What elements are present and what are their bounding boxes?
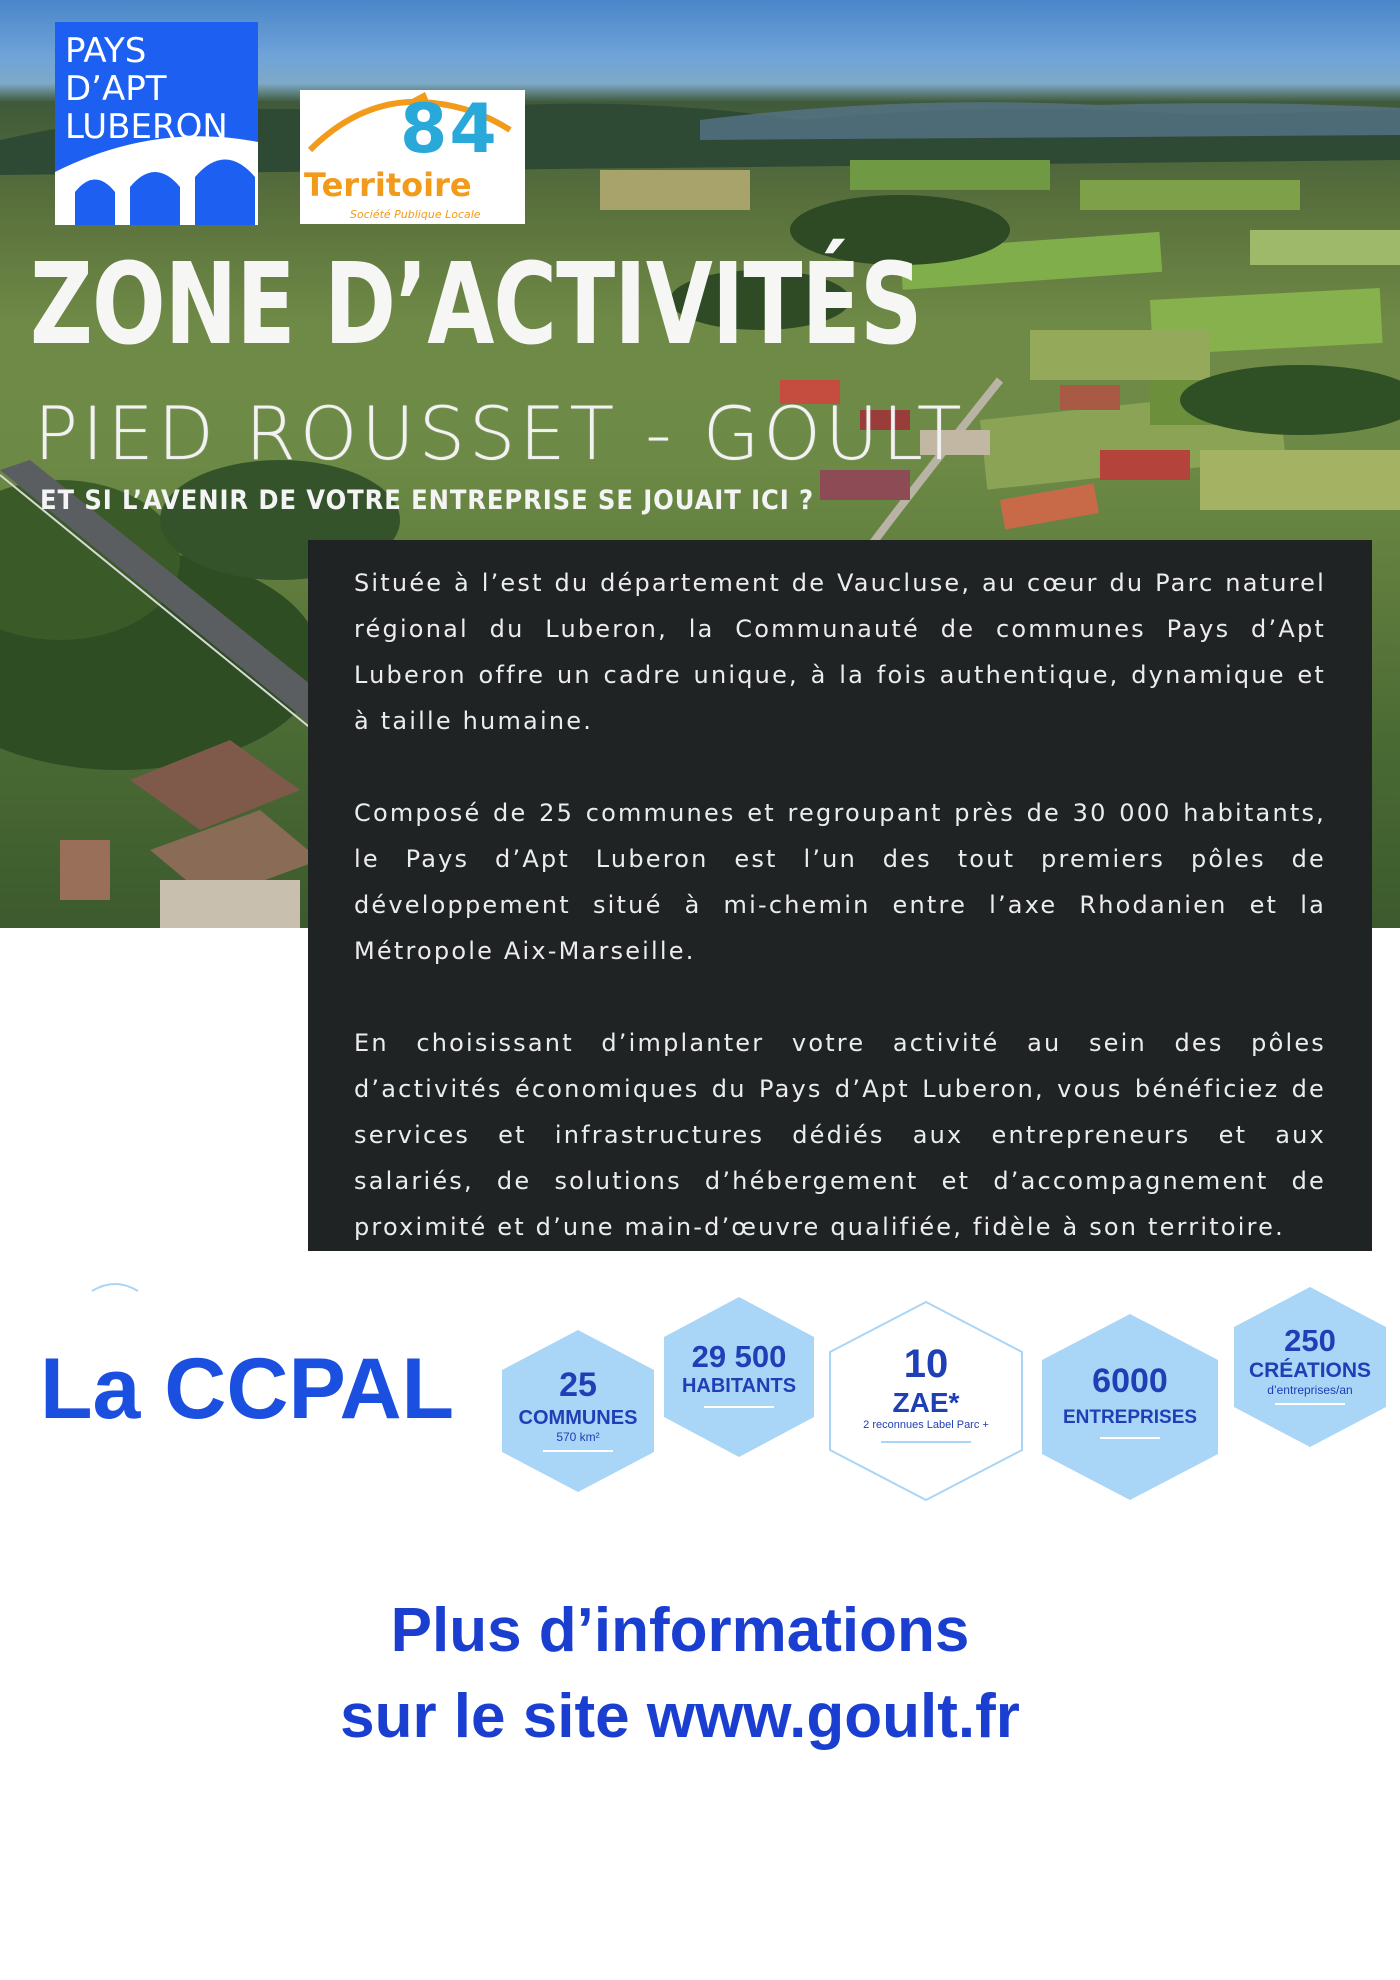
stat-divider <box>1275 1403 1345 1405</box>
stat-value: 25 <box>559 1366 597 1404</box>
stat-divider <box>1100 1437 1160 1439</box>
stat-hexagon-creations <box>1232 1285 1388 1449</box>
intro-paragraph-1: Située à l’est du département de Vaucluse, au cœur du Parc naturel régional du Luberon, la Communauté de communes Pays d’Apt Luberon offre un cadre unique, à la fois authentique, dynamique et à taille humaine. <box>354 569 1326 735</box>
more-info-line-1: Plus d’informations <box>390 1596 970 1665</box>
logo-line-2: LUBERON <box>65 107 228 147</box>
decorative-arc-icon <box>90 1275 140 1295</box>
stat-divider <box>881 1441 971 1443</box>
84-territoire-logo <box>300 90 525 224</box>
stat-note: 570 km² <box>556 1430 600 1444</box>
stat-note: 2 reconnues Label Parc + <box>863 1419 989 1431</box>
page-subtitle: PIED ROUSSET - GOULT <box>34 392 966 477</box>
stat-label: ENTREPRISES <box>1062 1407 1198 1428</box>
stat-hexagon-habitants <box>662 1295 816 1459</box>
intro-text-panel <box>308 540 1372 1251</box>
stat-note: d’entreprises/an <box>1267 1383 1353 1397</box>
stat-label: HABITANTS <box>681 1375 797 1397</box>
logo-line-1: PAYS D’APT <box>65 31 167 109</box>
ccpal-title: La CCPAL <box>40 1341 455 1437</box>
stat-value: 6000 <box>1092 1362 1168 1400</box>
stat-divider <box>704 1406 774 1408</box>
stat-hexagon-entreprises <box>1040 1312 1220 1502</box>
stat-value: 10 <box>903 1342 949 1386</box>
pays-dapt-luberon-logo <box>55 22 258 225</box>
stat-hexagon-communes <box>500 1328 656 1494</box>
intro-paragraph-2: Composé de 25 communes et regroupant près de 30 000 habitants, le Pays d’Apt Luberon est l’un des tout premiers pôles de développement situé à mi-chemin entre l’axe Rhodanien et la Métropole Aix-Marseille. <box>354 799 1326 965</box>
stat-hexagon-zae <box>828 1300 1024 1502</box>
stat-value: 29 500 <box>691 1339 787 1374</box>
stat-divider <box>543 1450 613 1452</box>
stat-label: ZAE* <box>892 1387 960 1418</box>
more-info-line-2: sur le site www.goult.fr <box>340 1682 1020 1751</box>
stat-label: COMMUNES <box>518 1407 638 1429</box>
logo-84-number: 84 <box>400 90 499 169</box>
logo-84-name: Territoire <box>304 166 472 204</box>
page-title: ZONE D’ACTIVITÉS <box>30 240 922 370</box>
logo-84-subtitle: Société Publique Locale <box>350 208 481 221</box>
stat-value: 250 <box>1284 1323 1336 1358</box>
stat-label: CRÉATIONS <box>1248 1359 1372 1382</box>
more-info-block <box>0 1588 1360 1760</box>
intro-paragraph-3: En choisissant d’implanter votre activité au sein des pôles d’activités économiques du Pays d’Apt Luberon, vous bénéficiez de services et infrastructures dédiés aux entrepreneurs et aux salariés, de solutions d’hébergement et d’accompagnement de proximité et d’une main-d’œuvre qualifiée, fidèle à son territoire. <box>354 1029 1326 1241</box>
tagline: ET SI L’AVENIR DE VOTRE ENTREPRISE SE JOUAIT ICI ? <box>40 485 815 516</box>
